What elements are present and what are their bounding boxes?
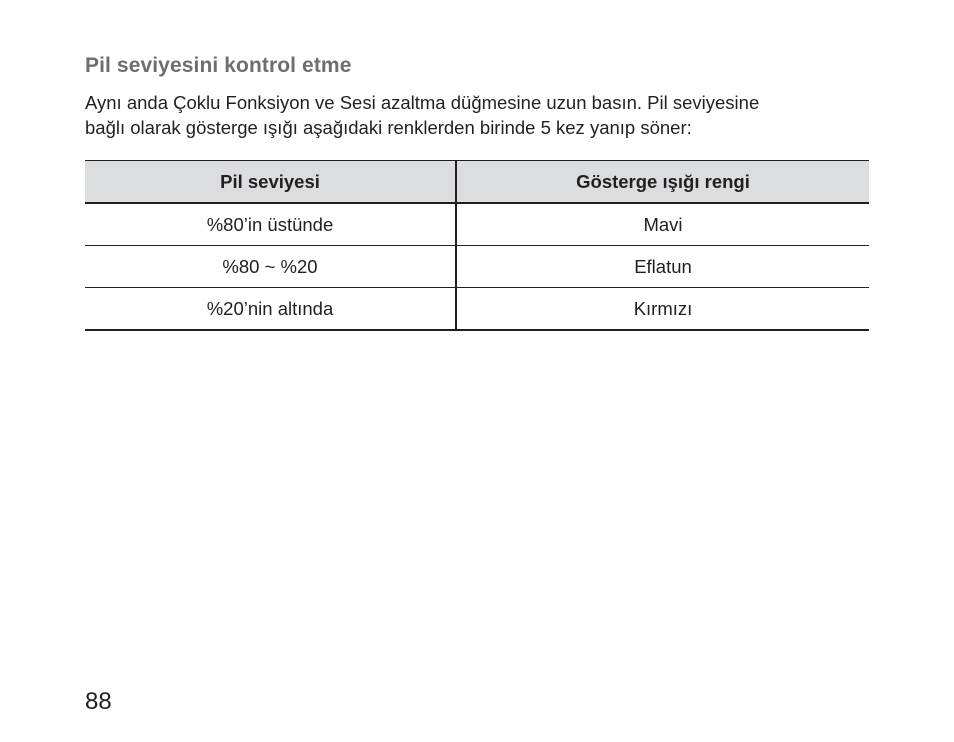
battery-level-cell: %20’nin altında bbox=[85, 288, 456, 331]
header-battery-level: Pil seviyesi bbox=[85, 161, 456, 204]
section-heading: Pil seviyesini kontrol etme bbox=[85, 54, 352, 77]
table-row bbox=[85, 203, 869, 246]
battery-level-cell: %80 ~ %20 bbox=[85, 246, 456, 288]
intro-line: Aynı anda Çoklu Fonksiyon ve Sesi azaltma düğmesine uzun basın. Pil seviyesine bbox=[85, 92, 760, 113]
intro-line: bağlı olarak gösterge ışığı aşağıdaki renklerden birinde 5 kez yanıp söner: bbox=[85, 117, 692, 138]
table-row bbox=[85, 288, 869, 331]
indicator-color-cell: Kırmızı bbox=[456, 288, 869, 331]
page-number: 88 bbox=[85, 688, 112, 715]
intro-paragraph bbox=[85, 90, 885, 140]
indicator-color-cell: Eflatun bbox=[456, 246, 869, 288]
indicator-color-cell: Mavi bbox=[456, 203, 869, 246]
table-header-row bbox=[85, 161, 869, 204]
header-indicator-color: Gösterge ışığı rengi bbox=[456, 161, 869, 204]
battery-level-cell: %80’in üstünde bbox=[85, 203, 456, 246]
battery-level-table bbox=[85, 160, 869, 331]
table-row bbox=[85, 246, 869, 288]
